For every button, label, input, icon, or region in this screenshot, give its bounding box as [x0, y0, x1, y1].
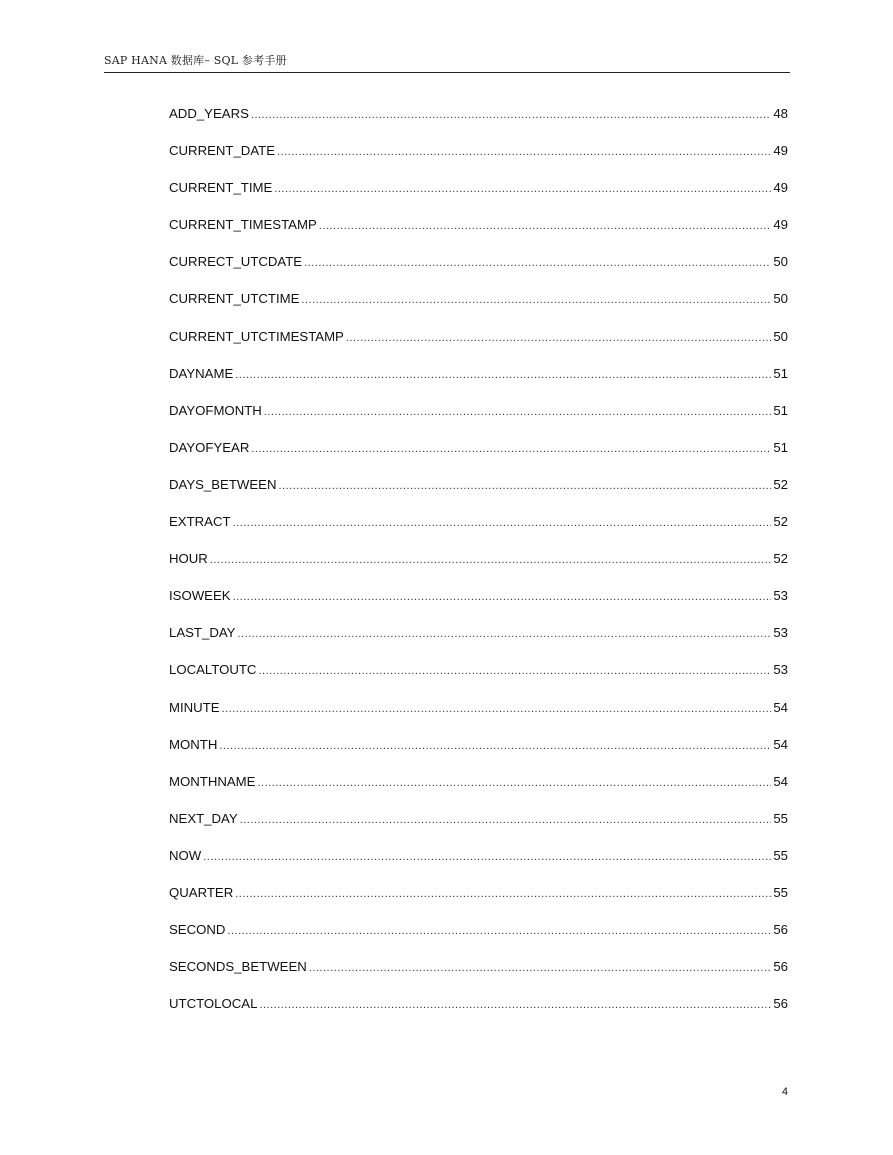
toc-entry-page[interactable]: 48 — [773, 106, 788, 121]
toc-entry-page[interactable]: 54 — [773, 736, 788, 752]
toc-entry-page[interactable]: 49 — [773, 143, 788, 159]
toc-entry-label[interactable]: EXTRACT — [169, 514, 231, 530]
toc-entry-page[interactable]: 52 — [773, 551, 788, 567]
toc-entry-label[interactable]: DAYOFMONTH — [169, 402, 262, 418]
toc-entry[interactable] — [169, 994, 788, 1031]
page-header — [104, 52, 790, 73]
toc-entry[interactable] — [169, 141, 788, 178]
toc-entry-label[interactable]: CURRENT_TIMESTAMP — [169, 217, 317, 233]
toc-dot-leader — [203, 847, 771, 867]
toc-entry-page[interactable]: 53 — [773, 625, 788, 641]
toc-dot-leader — [237, 624, 771, 644]
toc-entry-page[interactable]: 56 — [773, 959, 788, 975]
toc-dot-leader — [264, 402, 772, 422]
toc-entry-page[interactable]: 53 — [773, 588, 788, 604]
toc-entry[interactable] — [169, 401, 788, 438]
toc-dot-leader — [277, 142, 771, 162]
toc-entry[interactable] — [169, 586, 788, 623]
toc-entry-label[interactable]: ISOWEEK — [169, 588, 231, 604]
toc-entry-label[interactable]: NEXT_DAY — [169, 810, 238, 826]
toc-entry-label[interactable]: MINUTE — [169, 699, 220, 715]
toc-entry[interactable] — [169, 215, 788, 252]
toc-entry-label[interactable]: UTCTOLOCAL — [169, 996, 258, 1012]
toc-entry-page[interactable]: 51 — [773, 365, 788, 381]
toc-entry[interactable] — [169, 327, 788, 364]
toc-entry-page[interactable]: 49 — [773, 180, 788, 196]
toc-dot-leader — [274, 179, 771, 199]
table-of-contents — [169, 104, 788, 1031]
toc-entry-page[interactable]: 55 — [773, 847, 788, 863]
toc-entry-label[interactable]: CURRENT_DATE — [169, 143, 275, 159]
toc-entry[interactable] — [169, 698, 788, 735]
toc-dot-leader — [251, 105, 771, 125]
toc-entry[interactable] — [169, 772, 788, 809]
toc-entry[interactable] — [169, 883, 788, 920]
toc-entry-label[interactable]: DAYOFYEAR — [169, 439, 250, 455]
toc-dot-leader — [235, 884, 771, 904]
toc-entry-label[interactable]: MONTH — [169, 736, 218, 752]
toc-entry[interactable] — [169, 512, 788, 549]
toc-entry-label[interactable]: SECOND — [169, 922, 226, 938]
toc-entry[interactable] — [169, 660, 788, 697]
toc-entry-page[interactable]: 56 — [773, 996, 788, 1012]
page-number: 4 — [781, 1086, 788, 1098]
toc-dot-leader — [210, 550, 771, 570]
toc-dot-leader — [251, 439, 771, 459]
toc-entry-label[interactable]: LOCALTOUTC — [169, 662, 257, 678]
toc-entry-page[interactable]: 55 — [773, 810, 788, 826]
toc-dot-leader — [227, 921, 771, 941]
toc-entry-label[interactable]: CURRENT_UTCTIME — [169, 291, 300, 307]
toc-dot-leader — [278, 476, 771, 496]
toc-entry[interactable] — [169, 735, 788, 772]
toc-entry[interactable] — [169, 846, 788, 883]
toc-entry-label[interactable]: DAYS_BETWEEN — [169, 476, 277, 492]
toc-entry[interactable] — [169, 364, 788, 401]
toc-dot-leader — [258, 661, 771, 681]
toc-entry[interactable] — [169, 549, 788, 586]
toc-entry-label[interactable]: NOW — [169, 847, 202, 863]
toc-entry-page[interactable]: 53 — [773, 662, 788, 678]
toc-entry-page[interactable]: 50 — [773, 328, 788, 344]
toc-entry-label[interactable]: ADD_YEARS — [169, 106, 249, 121]
toc-dot-leader — [346, 328, 771, 348]
toc-dot-leader — [222, 699, 772, 719]
header-title: SAP HANA 数据库– SQL 参考手册 — [104, 54, 287, 67]
toc-entry[interactable] — [169, 252, 788, 289]
toc-entry-label[interactable]: CURRENT_TIME — [169, 180, 273, 196]
toc-entry[interactable] — [169, 920, 788, 957]
toc-entry-page[interactable]: 52 — [773, 514, 788, 530]
toc-entry-label[interactable]: LAST_DAY — [169, 625, 236, 641]
toc-entry-label[interactable]: DAYNAME — [169, 365, 234, 381]
toc-dot-leader — [233, 513, 772, 533]
toc-entry-label[interactable]: HOUR — [169, 551, 208, 567]
toc-entry[interactable] — [169, 438, 788, 475]
toc-entry-label[interactable]: QUARTER — [169, 884, 234, 900]
toc-entry-page[interactable]: 56 — [773, 922, 788, 938]
toc-dot-leader — [301, 290, 771, 310]
toc-entry-page[interactable]: 49 — [773, 217, 788, 233]
toc-entry-page[interactable]: 54 — [773, 773, 788, 789]
toc-entry[interactable] — [169, 104, 788, 141]
toc-entry[interactable] — [169, 475, 788, 512]
toc-entry-page[interactable]: 52 — [773, 476, 788, 492]
toc-entry-label[interactable]: CURRENT_UTCTIMESTAMP — [169, 328, 344, 344]
toc-dot-leader — [309, 958, 772, 978]
toc-entry[interactable] — [169, 957, 788, 994]
toc-dot-leader — [319, 216, 772, 236]
toc-entry-label[interactable]: CURRECT_UTCDATE — [169, 254, 303, 270]
toc-dot-leader — [259, 995, 771, 1015]
toc-entry-page[interactable]: 51 — [773, 402, 788, 418]
toc-entry[interactable] — [169, 623, 788, 660]
toc-entry[interactable] — [169, 809, 788, 846]
toc-entry-label[interactable]: MONTHNAME — [169, 773, 256, 789]
toc-dot-leader — [233, 587, 772, 607]
toc-entry-page[interactable]: 54 — [773, 699, 788, 715]
toc-entry-page[interactable]: 51 — [773, 439, 788, 455]
toc-entry-page[interactable]: 50 — [773, 254, 788, 270]
toc-dot-leader — [257, 773, 771, 793]
toc-dot-leader — [240, 810, 772, 830]
toc-dot-leader — [304, 253, 771, 273]
toc-entry[interactable] — [169, 178, 788, 215]
toc-entry[interactable] — [169, 289, 788, 326]
toc-dot-leader — [219, 736, 771, 756]
toc-dot-leader — [235, 365, 771, 385]
toc-entry-page[interactable]: 55 — [773, 884, 788, 900]
toc-entry-label[interactable]: SECONDS_BETWEEN — [169, 959, 307, 975]
toc-entry-page[interactable]: 50 — [773, 291, 788, 307]
